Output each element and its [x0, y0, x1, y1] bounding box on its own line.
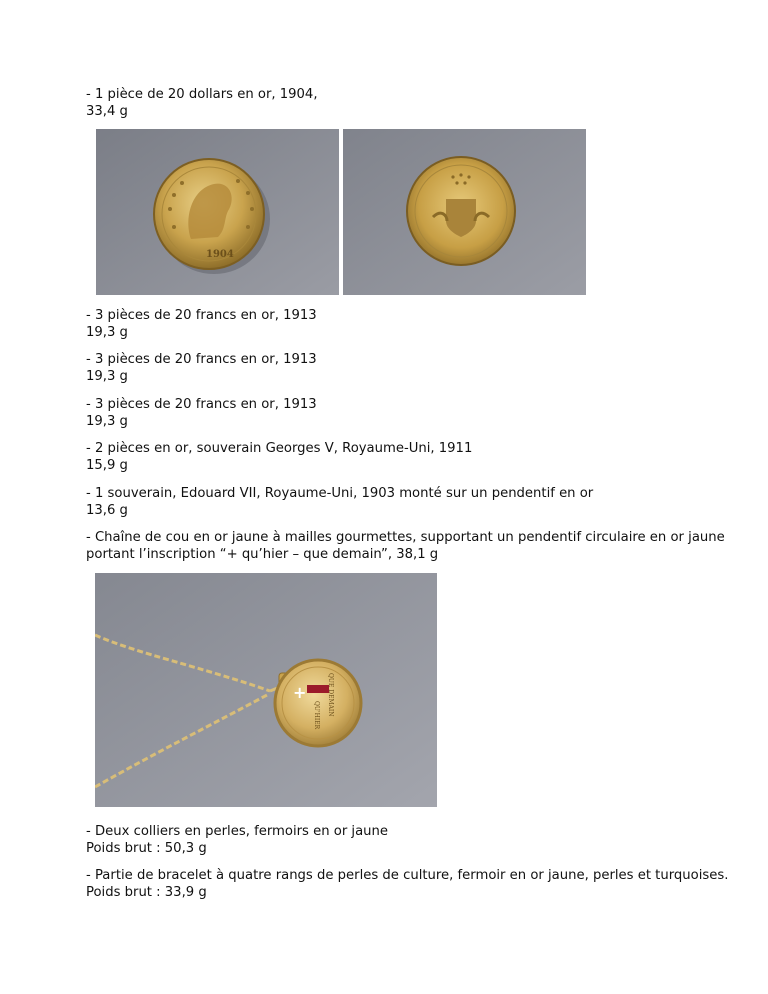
- entry-line: - 1 pièce de 20 dollars en or, 1904,: [86, 87, 318, 102]
- photo-chain-pendant: [95, 573, 437, 807]
- entry-line: - Deux colliers en perles, fermoirs en or jaune: [86, 824, 389, 839]
- entry-line: 13,6 g: [86, 503, 128, 518]
- entry-line: 19,3 g: [86, 369, 128, 384]
- entry-line: 19,3 g: [86, 414, 128, 429]
- pendant-plus: +: [293, 683, 307, 702]
- entry-line: - 1 souverain, Edouard VII, Royaume-Uni, 1903 monté sur un pendentif en or: [86, 486, 594, 501]
- entry-dollar-coin: [86, 86, 318, 120]
- pendant-text-right: QUE DEMAIN: [327, 673, 334, 717]
- entry-line: portant l’inscription “+ qu’hier – que demain”, 38,1 g: [86, 547, 439, 562]
- entry-line: - 2 pièces en or, souverain Georges V, Royaume-Uni, 1911: [86, 441, 473, 456]
- entry-sovereign-edouard: [86, 485, 593, 519]
- coin-date: 1904: [206, 249, 234, 260]
- entry-chain-pendant: [86, 529, 725, 563]
- photo-coin-reverse: [343, 129, 586, 295]
- entry-line: - 3 pièces de 20 francs en or, 1913: [86, 308, 317, 323]
- photo-coin-obverse: [96, 129, 339, 295]
- pendant-text-left: QU'HIER: [313, 701, 320, 730]
- entry-francs-3: [86, 396, 317, 430]
- entry-line: - 3 pièces de 20 francs en or, 1913: [86, 397, 317, 412]
- entry-pearl-bracelet: [86, 867, 728, 901]
- pendant-ruby: [307, 685, 329, 693]
- entry-line: - Partie de bracelet à quatre rangs de perles de culture, fermoir en or jaune, perles et turquoises.: [86, 868, 729, 883]
- entry-line: - Chaîne de cou en or jaune à mailles gourmettes, supportant un pendentif circulaire en or jaune: [86, 530, 725, 545]
- entry-line: 33,4 g: [86, 104, 128, 119]
- entry-francs-1: [86, 307, 317, 341]
- entry-line: 19,3 g: [86, 325, 128, 340]
- entry-pearl-necklaces: [86, 823, 388, 857]
- entry-line: 15,9 g: [86, 458, 128, 473]
- entry-line: - 3 pièces de 20 francs en or, 1913: [86, 352, 317, 367]
- entry-francs-2: [86, 351, 317, 385]
- entry-line: Poids brut : 33,9 g: [86, 885, 207, 900]
- entry-sovereign-georges: [86, 440, 472, 474]
- entry-line: Poids brut : 50,3 g: [86, 841, 207, 856]
